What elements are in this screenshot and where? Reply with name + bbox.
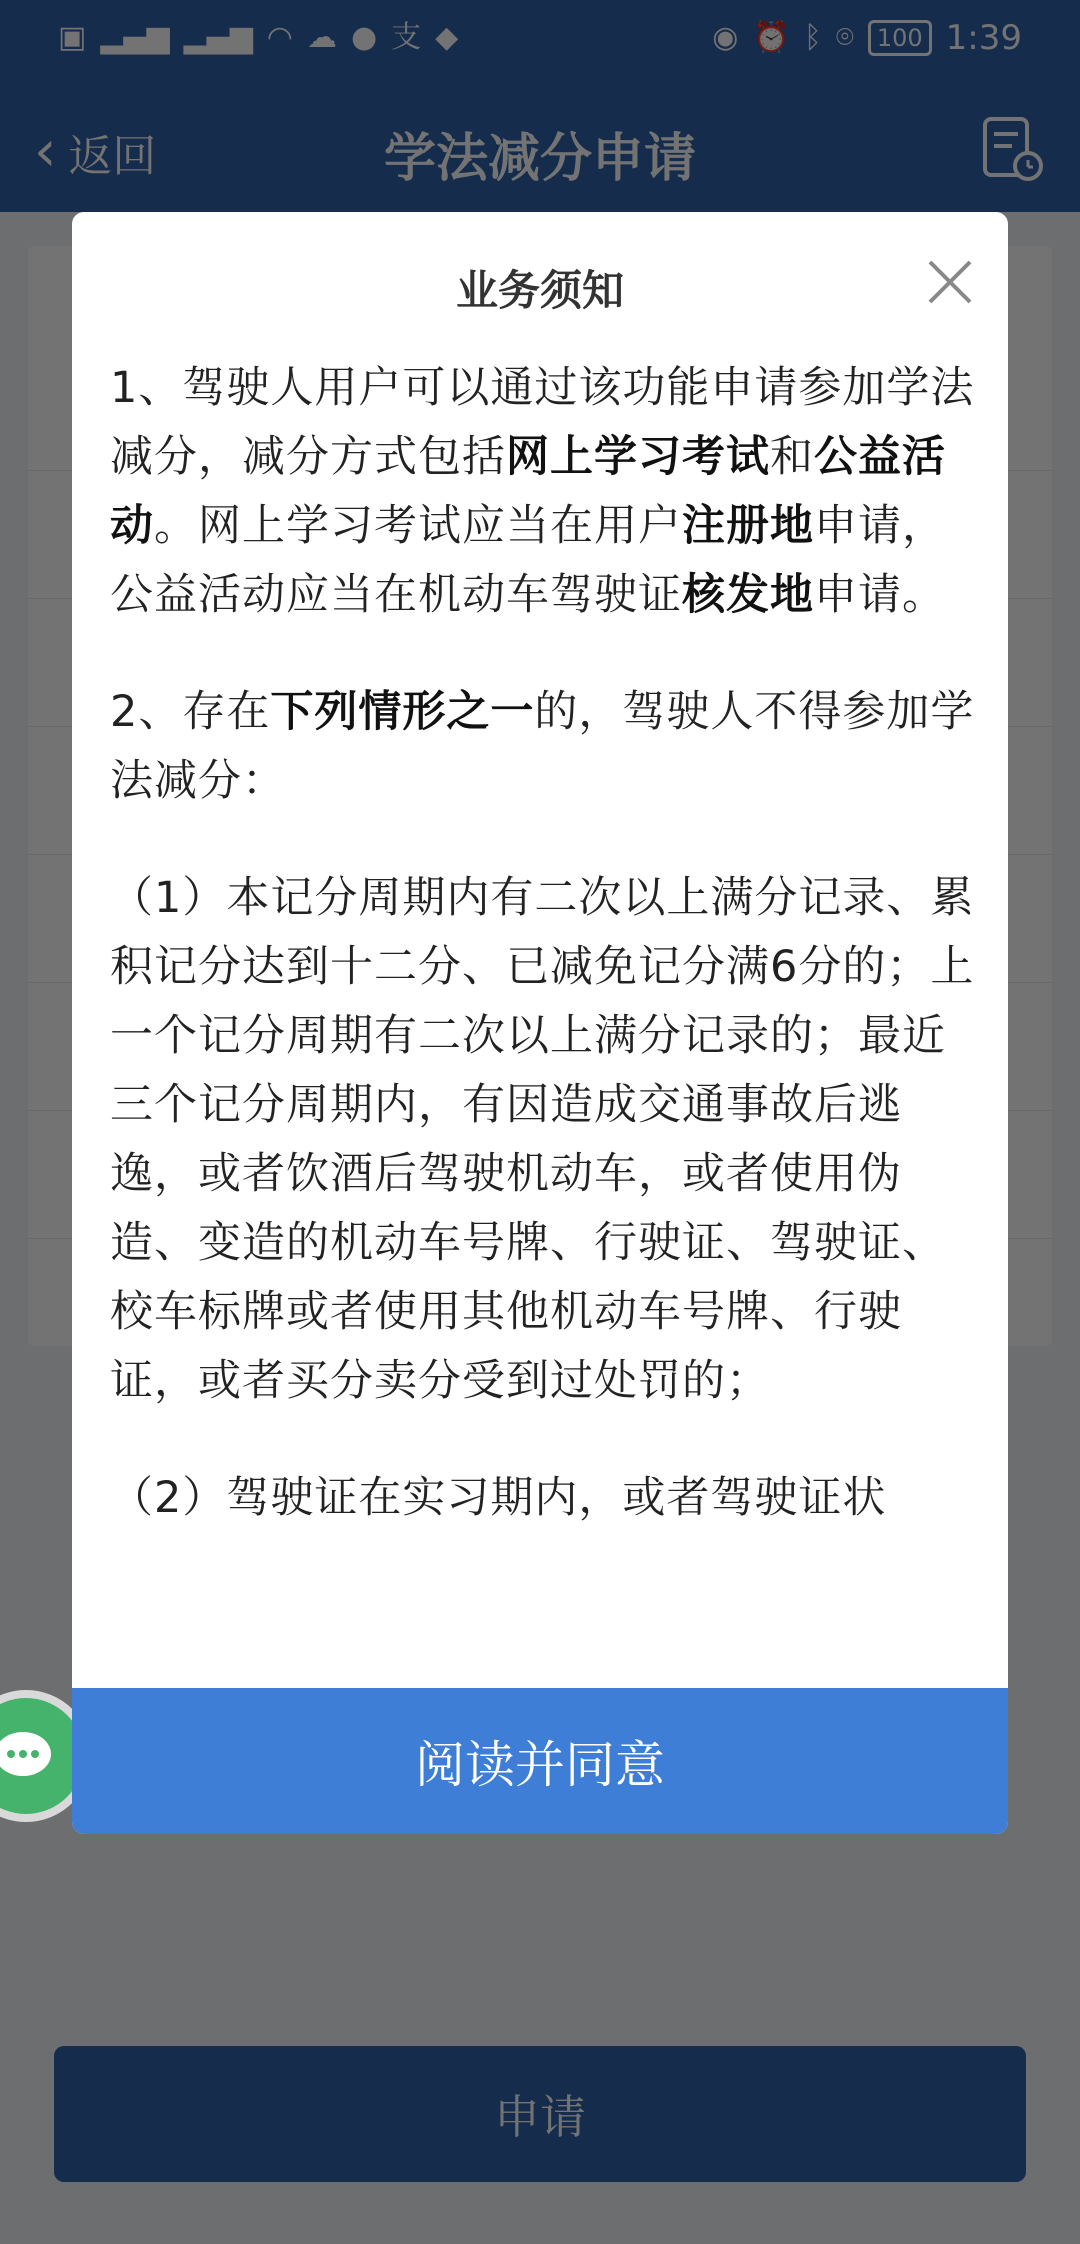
text-span: 2、存在: [110, 687, 271, 737]
agree-button-label: 阅读并同意: [415, 1736, 665, 1794]
text-span: 申请。: [814, 570, 946, 620]
text-span: 。网上学习考试应当在用户: [154, 501, 682, 551]
highlight-text: 网上学习考试: [506, 432, 770, 482]
highlight-text: 注册地: [682, 501, 814, 551]
modal-body: [110, 354, 976, 1834]
chat-icon: [0, 1726, 61, 1786]
text-span: 的，驾驶人不得参加学法减分：: [110, 687, 975, 806]
text-span: 申请，公益活动应当在机动车驾驶证: [110, 501, 946, 620]
notice-paragraph-3: （1）本记分周期内有二次以上满分记录、累积记分达到十二分、已减免记分满6分的；上一个记分周期有二次以上满分记录的；最近三个记分周期内，有因造成交通事故后逃逸，或者饮酒后驾驶机动车，或者使用伪造、变造的机动车号牌、行驶证、驾驶证、校车标牌或者使用其他机动车号牌、行驶证，或者买分卖分受到过处罚的；: [110, 873, 975, 1406]
highlight-text: 核发地: [682, 570, 814, 620]
notice-paragraph-2: [110, 678, 976, 816]
text-span: 和: [770, 432, 814, 482]
highlight-text: 公益活动: [110, 432, 946, 551]
modal-title: 业务须知: [455, 266, 624, 315]
notice-paragraph-1: [110, 354, 976, 630]
notice-paragraph-4: （2）驾驶证在实习期内，或者驾驶证状: [110, 1473, 887, 1523]
notice-modal: [72, 212, 1008, 1834]
highlight-text: 下列情形之一: [270, 687, 535, 737]
read-and-agree-button[interactable]: [72, 1688, 1008, 1834]
text-span: 1、驾驶人用户可以通过该功能申请参加学法减分，减分方式包括: [110, 363, 975, 482]
close-icon[interactable]: [926, 258, 974, 306]
